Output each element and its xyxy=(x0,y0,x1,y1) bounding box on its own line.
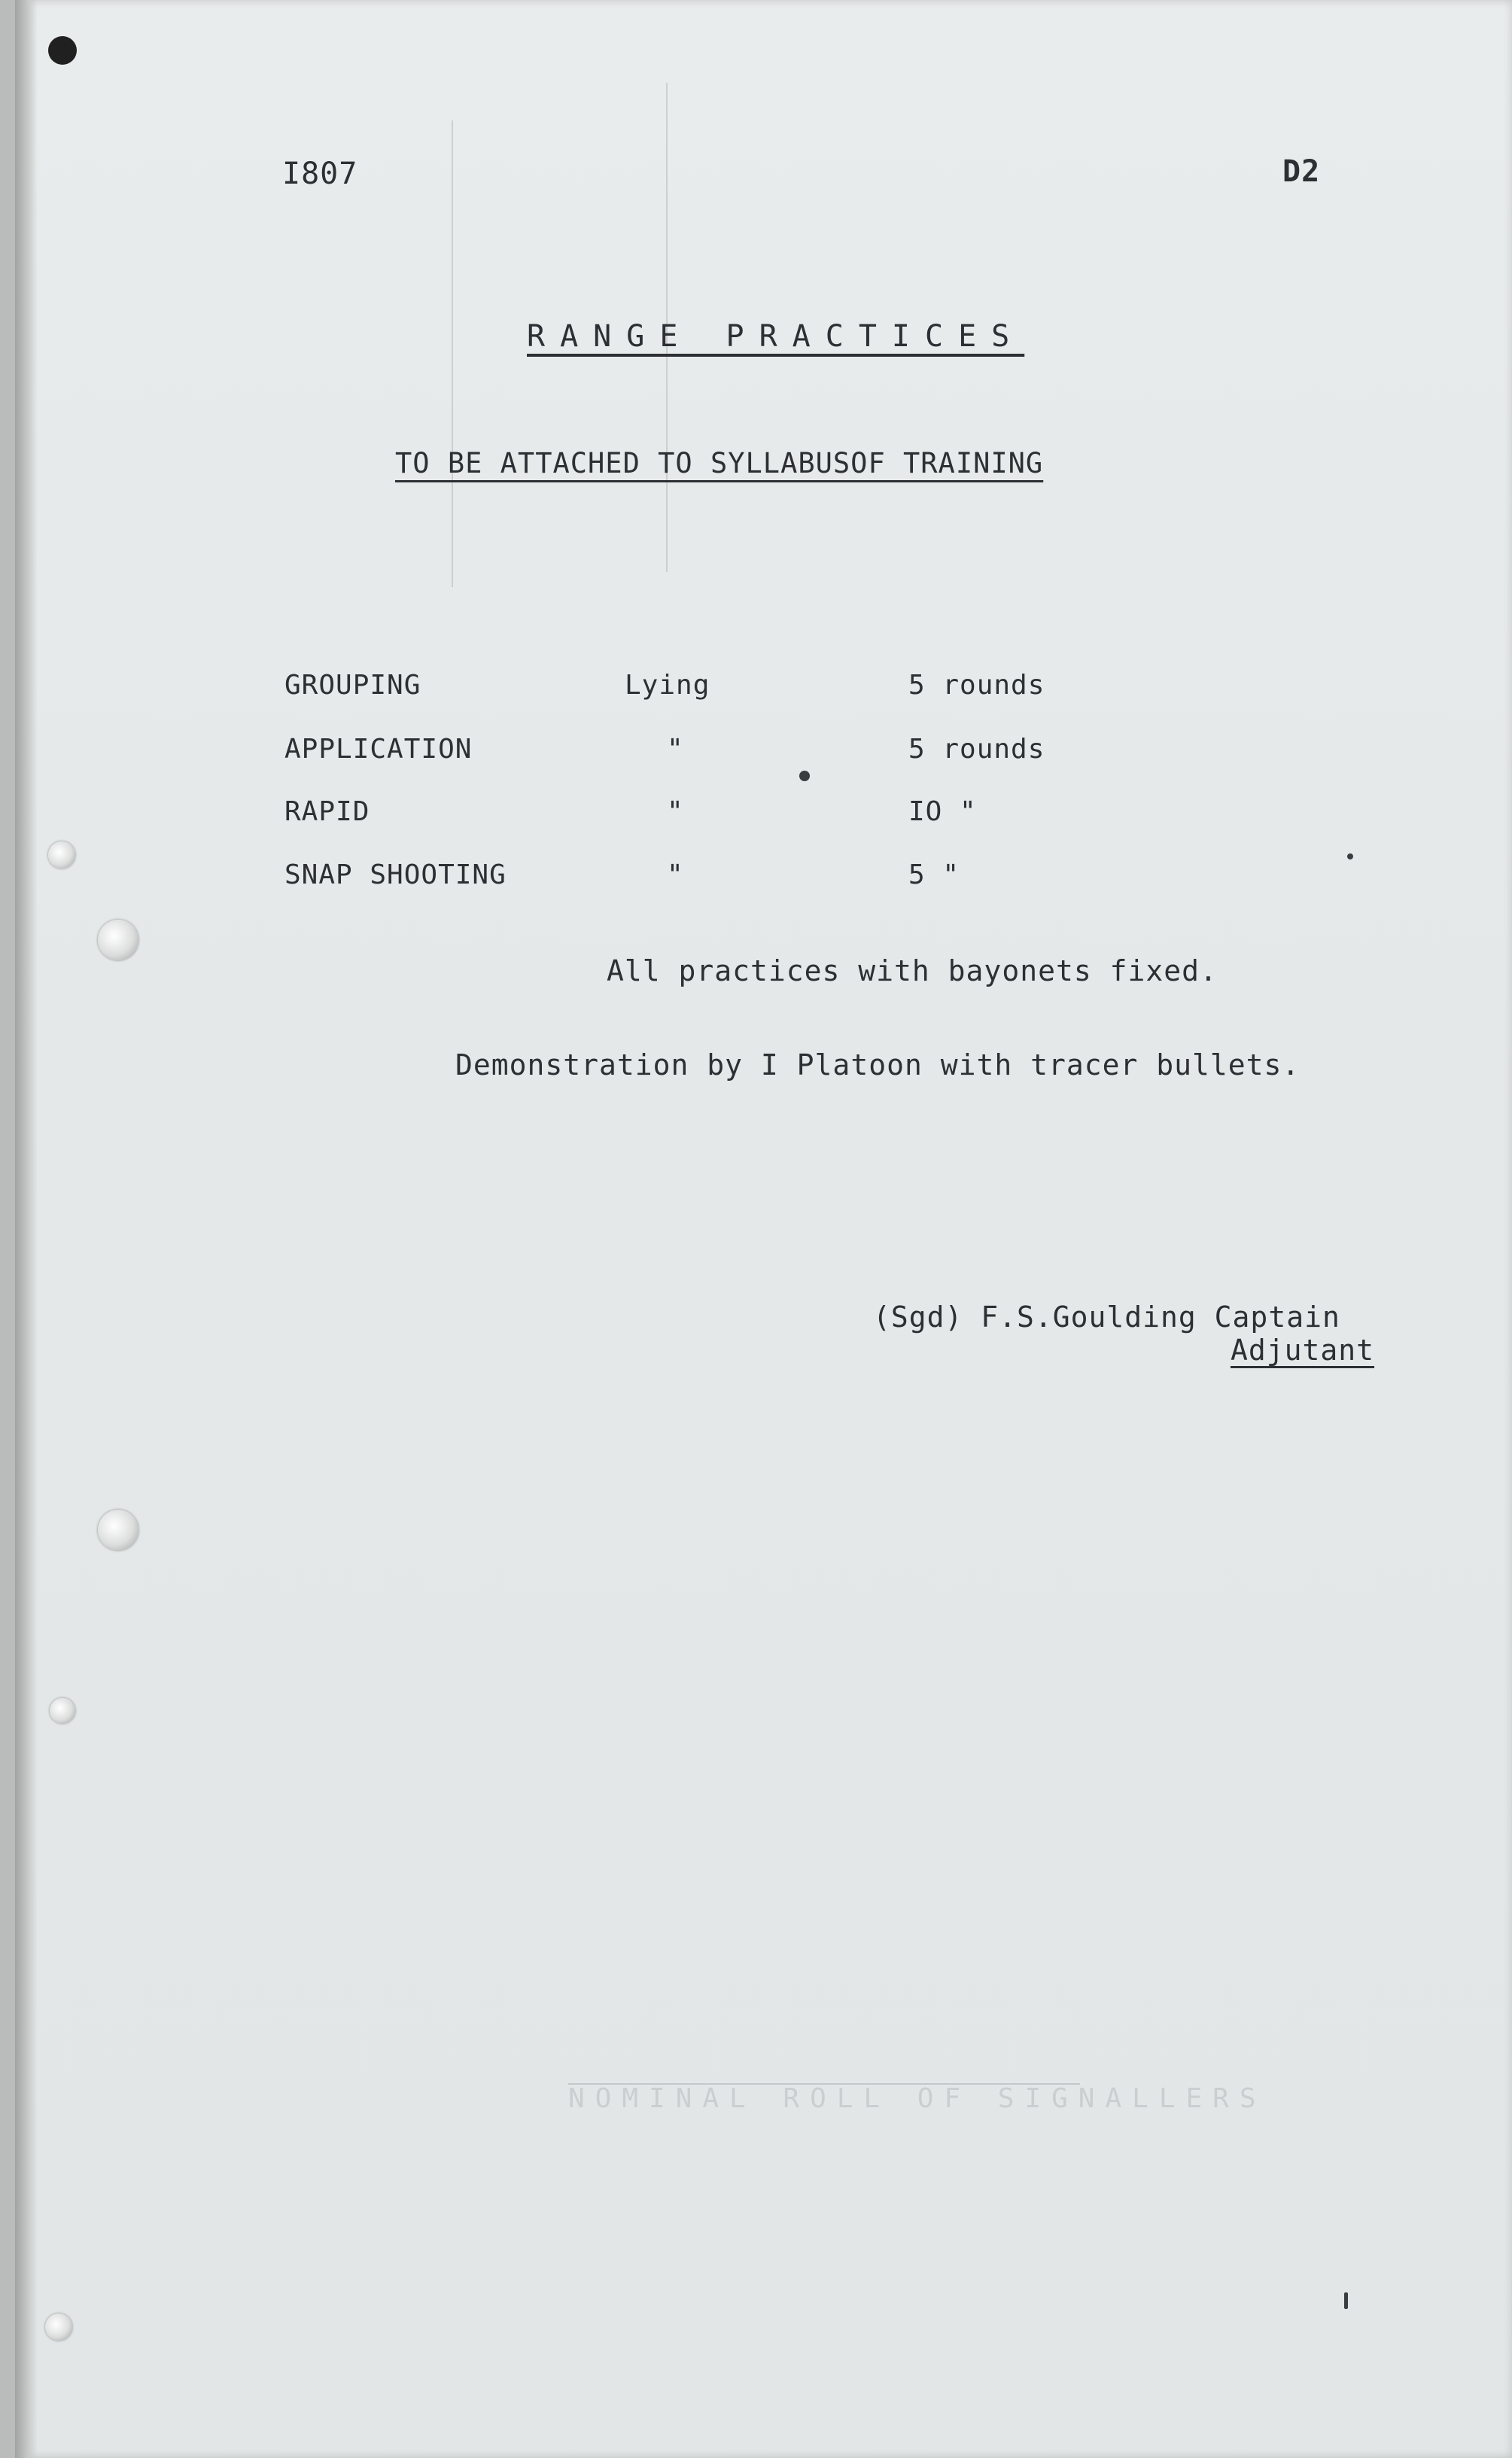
page-reference-left: I807 xyxy=(282,157,358,191)
practice-position: " xyxy=(667,796,684,827)
practice-name: APPLICATION xyxy=(284,734,473,765)
ink-speck xyxy=(1347,853,1353,859)
bleed-through-heading: NOMINAL ROLL OF SIGNALLERS xyxy=(568,2083,1267,2114)
signature-line: (Sgd) F.S.Goulding Captain xyxy=(873,1300,1340,1334)
punch-hole xyxy=(98,1510,138,1550)
practice-name: GROUPING xyxy=(284,670,421,701)
note-demonstration: Demonstration by I Platoon with tracer bullets. xyxy=(455,1048,1301,1081)
document-page xyxy=(15,0,1512,2458)
practice-rounds: IO " xyxy=(908,796,977,827)
practice-name: RAPID xyxy=(284,796,370,827)
punch-hole xyxy=(48,841,75,869)
practice-position: Lying xyxy=(625,670,710,701)
page-title: RANGE PRACTICES xyxy=(527,319,1025,354)
punch-hole xyxy=(50,1698,75,1723)
page-subtitle: TO BE ATTACHED TO SYLLABUSOF TRAINING xyxy=(395,447,1044,479)
fold-mark xyxy=(452,120,453,587)
punch-hole xyxy=(98,920,138,960)
practice-rounds: 5 rounds xyxy=(908,734,1045,765)
ink-speck xyxy=(1344,2292,1348,2309)
punch-hole xyxy=(48,36,77,65)
punch-hole xyxy=(45,2314,72,2341)
page-edge-shadow xyxy=(15,0,38,2458)
page-reference-right: D2 xyxy=(1282,154,1321,189)
signature-title: Adjutant xyxy=(1231,1334,1375,1367)
practice-position: " xyxy=(667,734,684,765)
practice-position: " xyxy=(667,859,684,890)
note-bayonets: All practices with bayonets fixed. xyxy=(607,954,1218,987)
practice-name: SNAP SHOOTING xyxy=(284,859,507,890)
practice-rounds: 5 rounds xyxy=(908,670,1045,701)
ink-speck xyxy=(799,771,810,781)
bleed-through-underline xyxy=(568,2083,1080,2085)
practice-rounds: 5 " xyxy=(908,859,960,890)
